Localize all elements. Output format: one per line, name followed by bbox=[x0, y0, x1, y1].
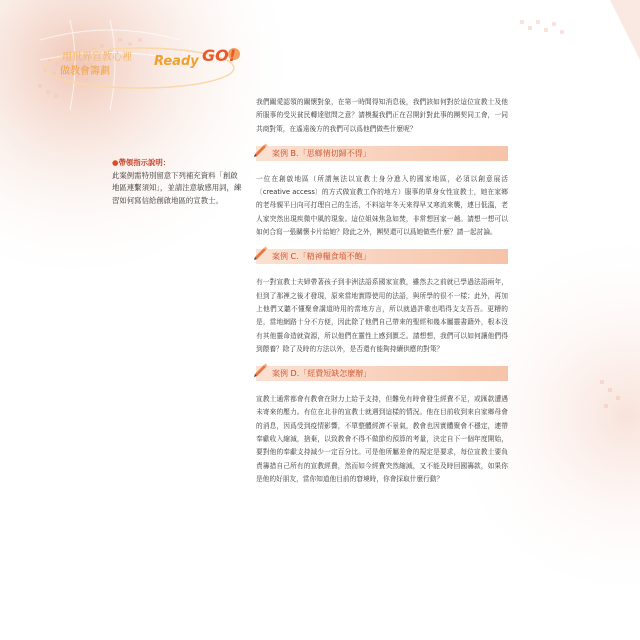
case-c-text: 有一對宣教士夫婦帶著孩子到非洲法語系國家宣教，雖然去之前就已學過法語兩年，但到了那裡之後才發現，原來當地實際使用的法語，與所學的很不一樣；此外，再加上他們又聽不懂聚會講道時用的當地方言，所以就過許歌也唱得支支吾吾。更糟的是，當地網路十分不方便，因此除了他們自己帶來的聖經和幾本屬靈書籍外，根本沒有其他靈命造就資源，所以他們在靈性上感到匱乏。請想想，我們可以如何讓他們得到餵養？除了及時的方法以外，是否還有能夠持續供應的對策？ bbox=[256, 278, 508, 353]
bullet-icon: ● bbox=[112, 158, 119, 167]
main-content bbox=[256, 96, 508, 486]
case-c-title: 案例 C.「精神糧食墳不飽」 bbox=[272, 252, 371, 262]
intro-paragraph: 我們關愛認領的關懷對象，在第一時間得知消息後，我們該如何對於這位宣教士及他所服事的受災貧民轉達慰問之意？請模擬我們正在召開針對此事的團契同工會，一同共商對策，在遙遠後方的我們可以爲他們做些什麼呢？ bbox=[256, 98, 508, 133]
case-b-header bbox=[256, 146, 508, 161]
leader-instructions-body: 此案例需特別留意下列補充資料「創啟地區連繫須知」，並請注意敏感用詞，練習如何寫信給創啟地區的宣教士。 bbox=[112, 170, 242, 205]
case-c-header bbox=[256, 249, 508, 264]
case-d-text: 宣教士通常都會有教會在財力上給予支持，但難免有時會發生經費不足，或匯款遭遇未寄來的壓力。有位在北非的宣教士就遇到這樣的情況。他在目前收到來自家鄉母會的消息，因爲受到疫情影響，不單整體經濟不景氣，教會也因實體聚會不穩定，連帶奉獻收入縮減，捨棄，以致教會不得不做節約預算的考量，決定自下一個年度開始，要對他的奉獻支持減少一定百分比。可是他所屬差會的規定是要求，每位宣教士要負責籌措自己所有的宣教經費，然而如今經費突然縮減，又不能及時回國籌款，如果你是他的好朋友，當你知道他目前的窘境時，你會採取什麼行動？ bbox=[256, 395, 508, 483]
pencil-icon bbox=[252, 360, 270, 378]
pencil-icon bbox=[252, 243, 270, 261]
leader-instructions-title bbox=[112, 158, 170, 167]
case-d-title: 案例 D.「經費短缺怎麼辦」 bbox=[272, 369, 372, 379]
banner-ready: Ready bbox=[154, 54, 199, 69]
banner-logo bbox=[44, 40, 244, 100]
banner-line-2: 做教會籌劃 bbox=[60, 66, 110, 77]
pencil-icon bbox=[252, 140, 270, 158]
banner-line-1: 用世界宣教心裡 bbox=[62, 52, 132, 63]
leader-instructions-title-text: 帶領指示說明： bbox=[118, 158, 171, 167]
case-b-text: 一位在創啟地區（所謂無法以宣教士身分進入的國家地區，必須以創意展活〔creative access〕的方式做宣教工作的地方）服事的單身女性宣教士，她在家鄉的老母親平日向可打理自己的生活，不料這年冬天來得早又寒流來襲，連日低溫，老人家突然出現疾微中風的現象。這位姐妹焦急如焚，非常想回家一趟。請想一想可以如何合寫一張關懷卡片給她？除此之外，團契還可以爲她做些什麼？請一起討論。 bbox=[256, 174, 508, 237]
leader-instructions bbox=[112, 157, 242, 207]
case-d-header bbox=[256, 366, 508, 381]
case-b-title: 案例 B.「思鄉情切歸不得」 bbox=[272, 148, 371, 158]
banner-go: GO! bbox=[202, 46, 237, 65]
